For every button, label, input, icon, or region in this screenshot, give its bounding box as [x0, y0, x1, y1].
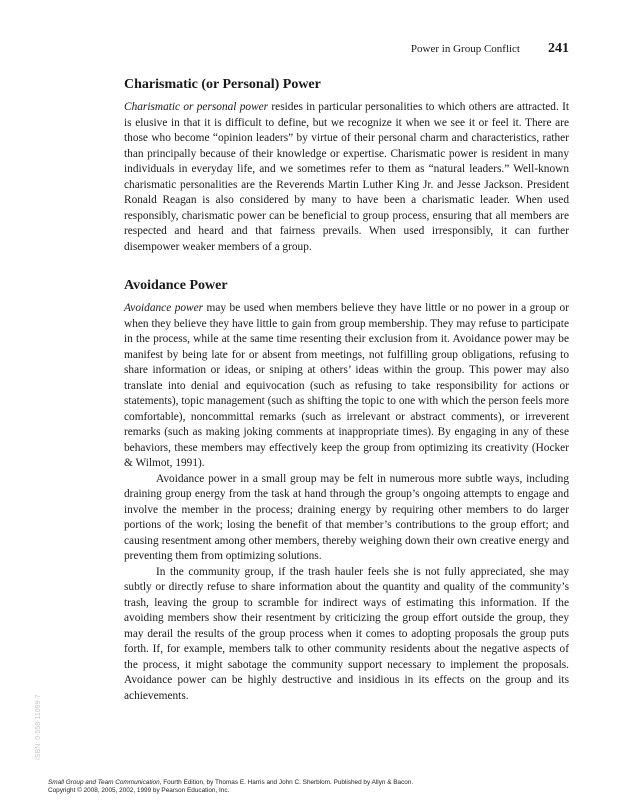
paragraph-text: resides in particular personalities to which others are attracted. It is elusive in that it is difficult to define, but we recognize it when we see it or feel it. There are those who become “opinion leaders” by virtue of their personal charm and characteristics, rather than principally because of their knowledge or expertise. Charismatic power is resident in many individuals in everyday life, and we sometimes refer to them as “natural leaders.” Well-known charismatic personalities are the Reverends Martin Luther King Jr. and Jesse Jackson. President Ronald Reagan is also considered by many to have been a charismatic leader. When used responsibly, charismatic power can be beneficial to group process, ensuring that all members are respected and heard and that fairness prevails. When used irresponsibly, it can further disempower weaker members of a group. — [124, 101, 570, 253]
paragraph-avoidance-power-3: In the community group, if the trash hauler feels she is not fully appreciated, she may subtly or directly refuse to share information about the quantity and quality of the community’s trash, leaving the group to scramble for indirect ways of estimating this information. If the avoiding members show their resentment by criticizing the group effort outside the group, they may derail the results of the group process when it comes to adopting proposals the group puts forth. If, for example, members talk to other community residents about the negative aspects of the process, it might sabotage the community support necessary to implement the proposals. Avoidance power can be highly destructive and insidious in its effects on the group and its achievements. — [124, 565, 569, 702]
page-content — [124, 76, 569, 704]
footer-line-1 — [48, 779, 413, 787]
paragraph-avoidance-power-2: Avoidance power in a small group may be felt in numerous more subtle ways, including draining group energy from the task at hand through the group’s ongoing attempts to engage and involve the member in the process; draining energy by requiring other members to do larger portions of the work; losing the benefit of that member’s contributions to the group effort; and causing resentment among other members, thereby weighing down their own creative energy and preventing them from optimizing solutions. — [124, 472, 569, 562]
footer-publication-info: , Fourth Edition, by Thomas E. Harris and John C. Sherblom. Published by Allyn & Bacon. — [159, 779, 414, 786]
page-number: 241 — [548, 41, 569, 56]
running-head-title: Power in Group Conflict — [410, 43, 520, 55]
section-heading-charismatic-power: Charismatic (or Personal) Power — [124, 77, 321, 92]
term-avoidance-power: Avoidance power — [124, 302, 204, 314]
section-heading-avoidance-power: Avoidance Power — [124, 278, 228, 293]
isbn-text: ISBN: 0-558-11099-7 — [35, 694, 42, 760]
running-head — [411, 41, 569, 57]
copyright-footer — [48, 779, 413, 795]
side-isbn-watermark — [32, 630, 42, 760]
term-charismatic-power: Charismatic or personal power — [124, 101, 269, 113]
paragraph-charismatic-power — [124, 100, 569, 255]
footer-line-2: Copyright © 2008, 2005, 2002, 1999 by Pearson Education, Inc. — [48, 787, 230, 794]
paragraph-text: may be used when members believe they have little or no power in a group or when they believe they have little to gain from group membership. They may refuse to participate in the process, while at the same time resenting their exclusion from it. Avoidance power may be manifest by being late for or absent from meetings, not fulfilling group obligations, refusing to share information or ideas, or sniping at others’ ideas within the group. This power may also translate into denial and equivocation (such as refusing to take responsibility for actions or statements), topic management (such as shifting the topic to one with which the person feels more comfortable), noncommittal remarks (such as irrelevant or abstract comments), or irreverent remarks (such as making joking comments at inappropriate times). By engaging in any of these behaviors, these members may effectively keep the group from optimizing its creativity (Hocker & Wilmot, 1991). — [124, 302, 569, 469]
paragraph-avoidance-power-1 — [124, 301, 569, 472]
footer-book-title: Small Group and Team Communication — [48, 779, 160, 786]
